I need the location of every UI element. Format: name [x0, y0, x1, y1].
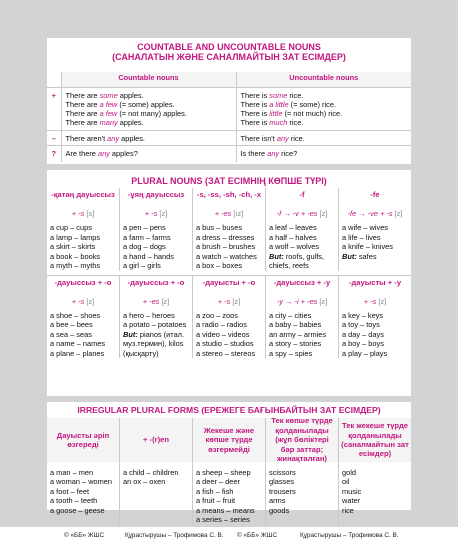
plural-cell: -дауыссыз + -o + -es [z] a hero – heroes a potato – potatoes But: pianos (итал. муз.термин), kilos (қысқарту) — [120, 276, 193, 359]
countable-header — [47, 38, 411, 68]
uncountable-cell: Is there any rice? — [240, 148, 298, 158]
uncountable-cell: There is some rice. There is a little (= some) rice. There is little (= not much) rice. There is much rice. — [236, 87, 411, 130]
plural-cell: -дауысты + -o + -s [z] a zoo – zoos a radio – radios a video – videos a studio – studios a stereo – stereos — [193, 276, 266, 359]
plural-cell: -дауыссыз + -y -y → -i + -es [z] a city – cities a baby – babies an army – armies a story – stories a spy – spies — [266, 276, 339, 359]
countable-title: COUNTABLE AND UNCOUNTABLE NOUNS — [137, 42, 321, 52]
plural-cell: -қатаң дауыссыз + -s [s] a cup – cups a lamp – lamps a skirt – skirts a book – books a myth – myths — [47, 188, 120, 271]
table-row — [47, 130, 411, 145]
irregular-plural-section — [47, 402, 411, 525]
plural-cell: -fe -fe → -ve + -s [z] a wife – wives a life – lives a knife – knives But: safes — [342, 190, 403, 261]
copyright: © «ББ» ЖШС — [64, 532, 105, 539]
countable-cell: Are there any apples? — [61, 145, 236, 162]
copyright: © «ББ» ЖШС — [237, 532, 278, 539]
irregular-col: Дауысты әріп өзгереді a man – men a woman – women a foot – feet a tooth – teeth a goose – geese — [47, 418, 120, 525]
plural-cell: -дауыссыз + -o + -s [z] a shoe – shoes a bee – bees a sea – seas a name – names a plane – planes — [47, 276, 120, 359]
countable-cell: There are some apples. There are a few (= some) apples. There are a few (= not many) apples. There are many apples. — [61, 87, 236, 130]
countable-table — [47, 72, 411, 162]
irregular-col: + -(r)en a child – children an ox – oxen — [120, 418, 193, 525]
countable-col-header: Countable nouns — [61, 72, 236, 87]
author-credit: Құрастырушы – Трофимова С. В. — [125, 532, 224, 539]
plural-row-2 — [47, 276, 411, 359]
plural-cell: -дауысты + -y + -s [z] a key – keys a toy – toys a day – days a boy – boys a play – plays — [342, 277, 402, 358]
question-symbol: ? — [47, 145, 61, 162]
irregular-col: Тек жекеше түрде қолданылады (саналмайтын зат есімдер) gold oil music water rice — [339, 418, 411, 525]
footer — [0, 527, 458, 550]
countable-subtitle: (САНАЛАТЫН ЖӘНЕ САНАЛМАЙТЫН ЗАТ ЕСІМДЕР) — [112, 52, 346, 63]
irregular-title: IRREGULAR PLURAL FORMS (ЕРЕЖЕГЕ БАҒЫНБАЙТЫН ЗАТ ЕСІМДЕР) — [77, 405, 381, 415]
countable-cell: There aren't any apples. — [61, 130, 236, 145]
table-row — [47, 145, 411, 162]
plural-row-1 — [47, 188, 411, 271]
plus-symbol: + — [47, 87, 61, 130]
plural-cell: -ұяң дауыссыз + -s [z] a pen – pens a farm – farms a dog – dogs a hand – hands a girl – girls — [120, 188, 193, 271]
plural-cell: -s, -ss, -sh, -ch, -x + -es [ız] a bus – buses a dress – dresses a brush – brushes a watch – watches a box – boxes — [193, 188, 266, 271]
plural-title: PLURAL NOUNS (ЗАТ ЕСІМНІҢ КӨПШЕ ТҮРІ) — [131, 176, 327, 186]
irregular-col: Жекеше және көпше түрде өзгермейді a sheep – sheep a deer – deer a fish – fish a fruit – fruit a means – means a series – series — [193, 418, 266, 525]
minus-symbol: – — [47, 130, 61, 145]
countable-uncountable-section — [47, 38, 411, 164]
author-credit: Құрастырушы – Трофимова С. В. — [300, 532, 399, 539]
uncountable-cell: There isn't any rice. — [236, 130, 411, 145]
uncountable-col-header: Uncountable nouns — [236, 72, 411, 87]
plural-cell: -f -f → -v + -es [z] a leaf – leaves a half – halves a wolf – wolves But: roofs, gulfs, chiefs, reefs — [266, 188, 339, 271]
irregular-col: Тек көпше түрде қолданылады (жұп бөліктері бар заттар; жинақталған) scissors glasses trousers arms goods — [266, 418, 339, 525]
table-row — [47, 87, 411, 130]
plural-nouns-section — [47, 170, 411, 396]
